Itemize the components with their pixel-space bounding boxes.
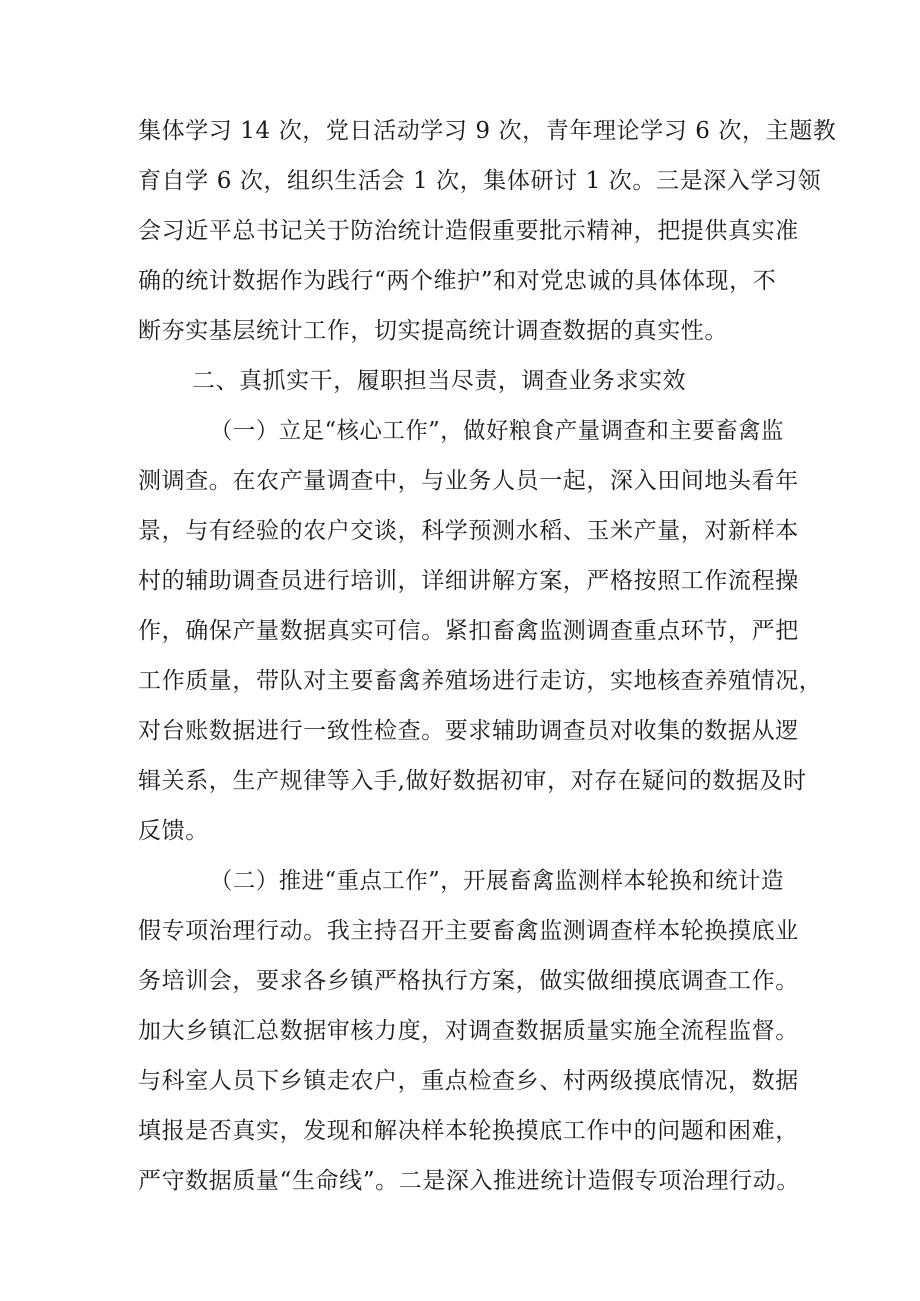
section-heading: 二、真抓实干，履职担当尽责，调查业务求实效 (192, 368, 687, 394)
subsection-2-line-5: 与科室人员下乡镇走农户，重点检查乡、村两级摸底情况，数据 (138, 1068, 799, 1094)
subsection-2-line-2: 假专项治理行动。我主持召开主要畜禽监测调查样本轮换摸底业 (138, 918, 799, 944)
subsection-1-line-3: 景，与有经验的农户交谈，科学预测水稻、玉米产量，对新样本 (138, 518, 799, 544)
subsection-1-line-6: 工作质量，带队对主要畜禽养殖场进行走访，实地核查养殖情况， (138, 668, 823, 694)
paragraph-1-line-3: 会习近平总书记关于防治统计造假重要批示精神，把提供真实准 (138, 218, 799, 244)
subsection-1-line-2: 测调查。在农产量调查中，与业务人员一起，深入田间地头看年 (138, 468, 799, 494)
subsection-1-line-9: 反馈。 (138, 818, 209, 844)
paragraph-1-line-2: 育自学 6 次，组织生活会 1 次，集体研讨 1 次。三是深入学习领 (138, 168, 822, 194)
subsection-1-line-4: 村的辅助调查员进行培训，详细讲解方案，严格按照工作流程操 (138, 568, 799, 594)
subsection-1-line-5: 作，确保产量数据真实可信。紧扣畜禽监测调查重点环节，严把 (138, 618, 799, 644)
paragraph-1-line-4: 确的统计数据作为践行“两个维护”和对党忠诚的具体体现，不 (138, 268, 777, 294)
subsection-1-line-7: 对台账数据进行一致性检查。要求辅助调查员对收集的数据从逻 (138, 718, 799, 744)
subsection-2-line-6: 填报是否真实，发现和解决样本轮换摸底工作中的问题和困难， (138, 1118, 799, 1144)
subsection-1-line-1: （一）立足“核心工作”，做好粮食产量调查和主要畜禽监 (210, 418, 784, 444)
subsection-2-line-4: 加大乡镇汇总数据审核力度，对调查数据质量实施全流程监督。 (138, 1018, 799, 1044)
paragraph-1-line-5: 断夯实基层统计工作，切实提高统计调查数据的真实性。 (138, 318, 728, 344)
subsection-2-line-3: 务培训会，要求各乡镇严格执行方案，做实做细摸底调查工作。 (138, 968, 799, 994)
subsection-2-line-1: （二）推进“重点工作”，开展畜禽监测样本轮换和统计造 (210, 868, 784, 894)
subsection-1-line-8: 辑关系，生产规律等入手,做好数据初审，对存在疑问的数据及时 (138, 768, 807, 794)
paragraph-1-line-1: 集体学习 14 次，党日活动学习 9 次，青年理论学习 6 次，主题教 (138, 118, 837, 144)
subsection-2-line-7: 严守数据质量“生命线”。二是深入推进统计造假专项治理行动。 (138, 1168, 800, 1194)
